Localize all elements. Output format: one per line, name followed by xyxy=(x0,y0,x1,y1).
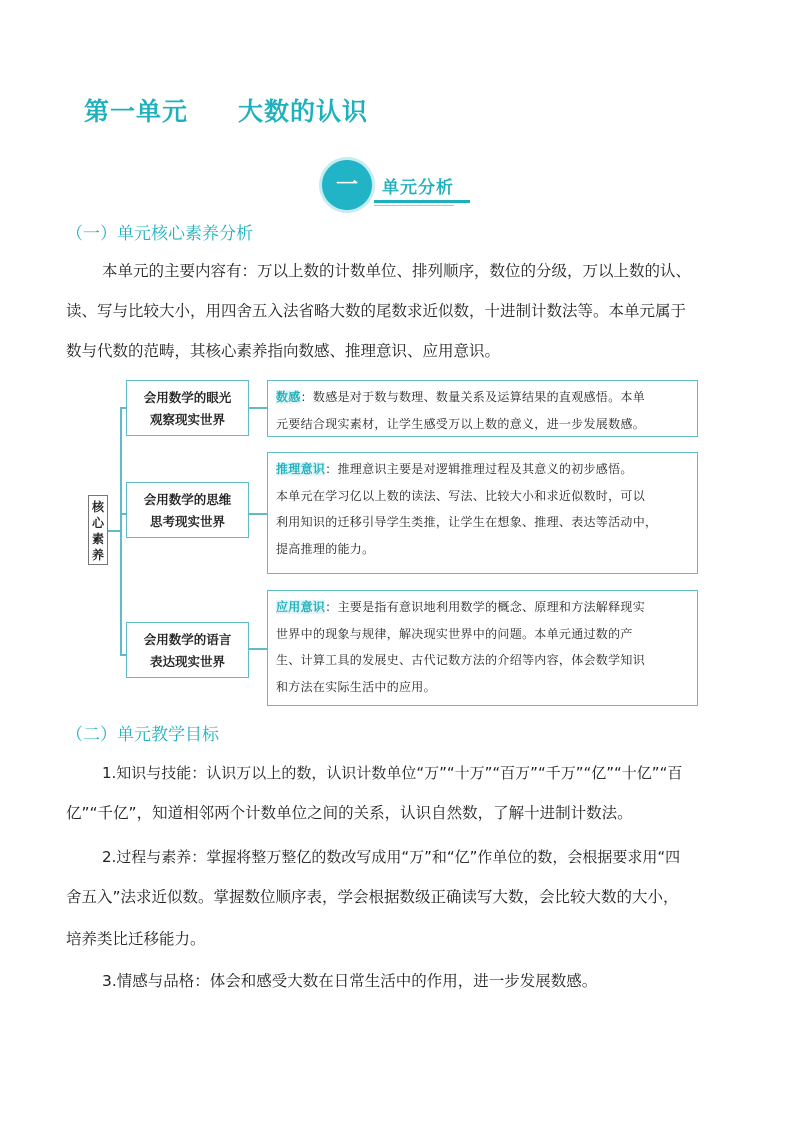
goal1-line-1: 1.知识与技能：认识万以上的数，认识计数单位“万”“十万”“百万”“千万”“亿”“十亿”“百 xyxy=(102,764,683,782)
badge-underline-thin xyxy=(374,205,454,206)
desc-box-reasoning xyxy=(267,452,698,574)
desc-3-line-4: 和方法在实际生活中的应用。 xyxy=(276,679,436,694)
badge-underline xyxy=(374,200,470,203)
desc-2-line-2: 本单元在学习亿以上数的读法、写法、比较大小和求近似数时，可以 xyxy=(276,488,646,503)
way-1-line-1: 会用数学的眼光 xyxy=(143,390,232,405)
badge-number: 一 xyxy=(335,173,358,198)
section1-heading: （一）单元核心素养分析 xyxy=(66,224,253,244)
desc-2-tag: 推理意识 xyxy=(276,462,326,476)
way-1-line-2: 观察现实世界 xyxy=(149,412,225,427)
unit-name: 大数的认识 xyxy=(238,97,369,126)
connector-desc-1 xyxy=(249,407,267,409)
desc-1-line-2: 元要结合现实素材，让学生感受万以上数的意义，进一步发展数感。 xyxy=(276,416,646,431)
goal2-line-3: 培养类比迁移能力。 xyxy=(66,930,206,948)
connector-trunk xyxy=(120,407,122,655)
way-3-line-1: 会用数学的语言 xyxy=(143,632,232,647)
way-2-line-1: 会用数学的思维 xyxy=(143,492,232,507)
way-3-line-2: 表达现实世界 xyxy=(149,654,225,669)
connector-core xyxy=(108,530,120,532)
goal3-line-1: 3.情感与品格：体会和感受大数在日常生活中的作用，进一步发展数感。 xyxy=(102,972,598,990)
desc-3-line-3: 生、计算工具的发展史、古代记数方法的介绍等内容，体会数学知识 xyxy=(276,653,646,667)
core-label: 核心素养 xyxy=(92,500,105,562)
goal1-line-2: 亿”“千亿”，知道相邻两个计数单位之间的关系，认识自然数，了解十进制计数法。 xyxy=(66,804,633,822)
unit-title xyxy=(84,92,368,128)
desc-box-number-sense xyxy=(267,380,698,437)
desc-2-line-1: ：推理意识主要是对逻辑推理过程及其意义的初步感悟。 xyxy=(325,462,633,476)
way-box-1 xyxy=(126,380,249,436)
section1-line-2: 读、写与比较大小，用四舍五入法省略大数的尾数求近似数，十进制计数法等。本单元属于 xyxy=(66,302,687,320)
way-box-3 xyxy=(126,622,249,678)
section1-line-1: 本单元的主要内容有：万以上数的计数单位、排列顺序，数位的分级，万以上数的认、 xyxy=(102,262,692,280)
section-badge xyxy=(322,160,472,212)
desc-3-line-1: ：主要是指有意识地利用数学的概念、原理和方法解释现实 xyxy=(325,600,646,614)
desc-1-tag: 数感 xyxy=(276,390,301,404)
desc-1-line-1: ：数感是对于数与数理、数量关系及运算结果的直观感悟。本单 xyxy=(300,390,646,404)
section1-line-3: 数与代数的范畴，其核心素养指向数感、推理意识、应用意识。 xyxy=(66,342,501,360)
goal2-line-1: 2.过程与素养：掌握将整万整亿的数改写成用“万”和“亿”作单位的数，会根据要求用“四 xyxy=(102,848,681,866)
section2-heading: （二）单元教学目标 xyxy=(66,725,219,745)
way-2-line-2: 思考现实世界 xyxy=(149,514,225,529)
way-box-2 xyxy=(126,482,249,538)
desc-3-line-2: 世界中的现象与规律，解决现实世界中的问题。本单元通过数的产 xyxy=(276,626,633,641)
desc-3-tag: 应用意识 xyxy=(276,600,326,614)
desc-2-line-3: 利用知识的迁移引导学生类推，让学生在想象、推理、表达等活动中， xyxy=(276,515,658,529)
unit-number: 第一单元 xyxy=(84,97,189,126)
badge-label: 单元分析 xyxy=(382,178,454,198)
goal2-line-2: 舍五入”法求近似数。掌握数位顺序表，学会根据数级正确读写大数，会比较大数的大小， xyxy=(66,888,679,906)
core-label-box xyxy=(88,495,108,565)
desc-2-line-4: 提高推理的能力。 xyxy=(276,541,375,556)
connector-desc-3 xyxy=(249,648,267,650)
connector-desc-2 xyxy=(249,513,267,515)
desc-box-application xyxy=(267,590,698,706)
